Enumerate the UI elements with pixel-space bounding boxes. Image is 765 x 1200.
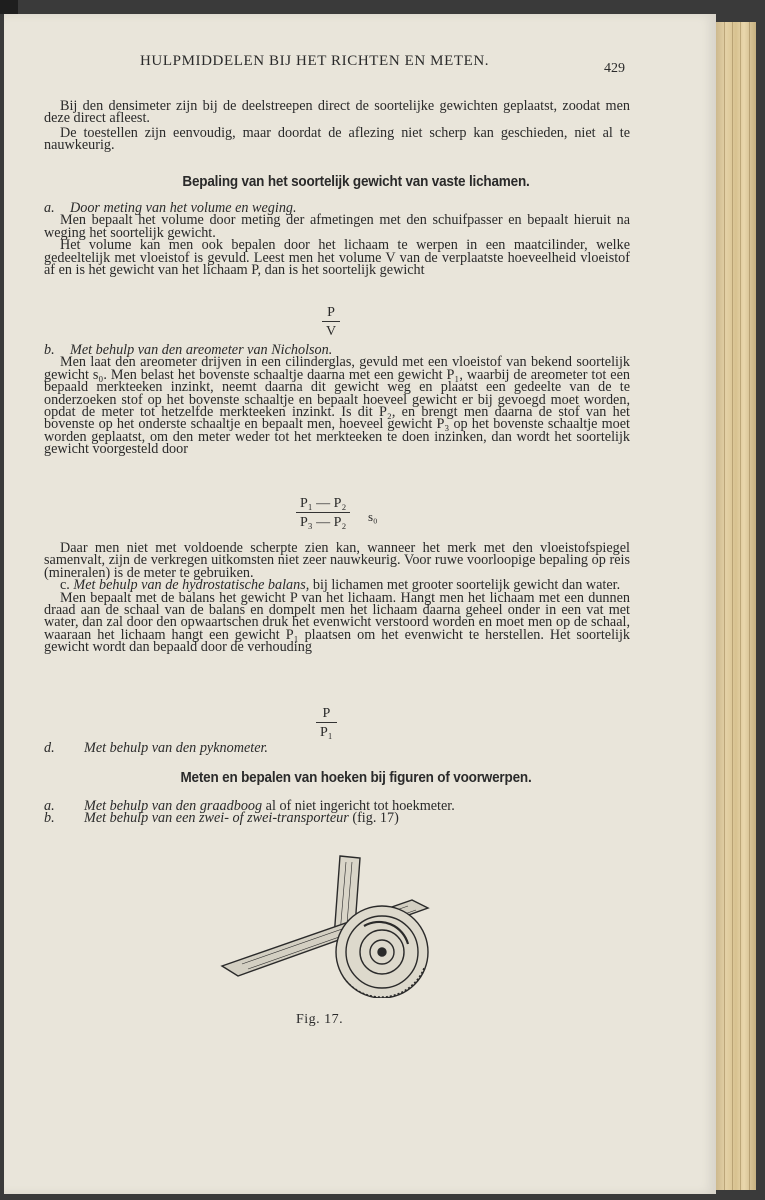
running-head: HULPMIDDELEN BIJ HET RICHTEN EN METEN. xyxy=(140,53,490,69)
method-a-paragraph-1: Men bepaalt het volume door meting der afmetingen met den schuifpasser en bepaalt hieruit na weging het soortelijk gewicht. xyxy=(44,212,630,241)
formula-2-numerator: P₁ — P₂ xyxy=(300,496,347,511)
figure-caption: Fig. 17. xyxy=(296,1012,344,1027)
method-d-label: d. xyxy=(44,740,55,756)
angles-b-label: b. xyxy=(44,810,55,827)
formula-nicholson xyxy=(296,496,350,530)
page-number: 429 xyxy=(604,61,625,76)
formula-1-numerator: P xyxy=(327,305,335,320)
method-d-title-text: Met behulp van den pyknometer. xyxy=(84,740,268,756)
intro-block xyxy=(44,100,630,152)
angles-method-b xyxy=(44,810,630,827)
formula-3-numerator: P xyxy=(322,706,331,721)
method-d-title xyxy=(44,742,630,754)
angles-b-rest: (fig. 17) xyxy=(348,810,399,827)
method-b-paragraph-2: Daar men niet met voldoende scherpte zien kan, wanneer het merk met den vloeistofspiegel samenvalt, zijn de verkregen uitkomsten niet zeer nauwkeurig. Voor ruwe voorloopige bepaling op reis (mineralen) is de meter te gebruiken. xyxy=(44,540,630,581)
method-b-label: b. xyxy=(44,342,55,358)
method-c-label: c. xyxy=(60,577,70,594)
angles-b-title: Met behulp van een zwei- of zwei-transporteur xyxy=(84,810,349,827)
book-spine-edge xyxy=(716,22,756,1190)
method-a-title-text: Door meting van het volume en weging. xyxy=(70,200,297,216)
section-heading-specific-gravity: Bepaling van het soortelijk gewicht van vaste lichamen. xyxy=(182,173,530,190)
formula-1-denominator: V xyxy=(326,324,337,339)
angles-a-title: Met behulp van den graadboog xyxy=(84,798,263,814)
angles-block xyxy=(44,800,630,825)
method-d-block xyxy=(44,742,630,754)
method-a-paragraph-2: Het volume kan men ook bepalen door het lichaam te werpen in een maatcilinder, welke gedeeltelijk met vloeistof is gevuld. Leest men het volume V van de verplaatste hoeveelheid vloeistof af en is het gewicht van het lichaam P, dan is het soortelijk gewicht xyxy=(44,237,630,279)
method-b-paragraph-1: Men laat den areometer drijven in een cilinderglas, gevuld met een vloeistof van bekend soortelijk gewicht s₀. Men belast het bovenste schaaltje daarna met een gewicht P₁, waarbij de areometer tot een bepaald merkteeken inzinkt, neemt daarna dit gewicht weg en plaatst een gedeelte van de te onderzoeken stof op het bovenste schaaltje en bepaalt hoeveel gewicht er bij gevoegd moet worden, opdat de meter tot hetzelfde merkteeken inzinkt. Is dit P₂, en brengt men daarna de stof van het bovenste op het onderste schaaltje en bepaalt men, hoeveel gewicht P₃ op het bovenste schaaltje moet worden geplaatst, om den meter weder tot het merkteeken te doen inzinken, dan wordt het soortelijk gewicht voorgesteld door xyxy=(44,354,630,458)
method-c-title-text: Met behulp van de hydrostatische balans, xyxy=(73,577,310,594)
method-b-block xyxy=(44,344,630,456)
intro-paragraph-2: De toestellen zijn eenvoudig, maar doordat de aflezing niet scherp kan geschieden, niet al te nauwkeurig. xyxy=(44,124,630,154)
method-c-paragraph-1: Men bepaalt met de balans het gewicht P van het lichaam. Hangt men het lichaam met een dunnen draad aan de schaal van de balans en dompelt men het lichaam daarna geheel onder in een vat met water, dan zal door den opwaartschen druk het evenwicht verstoord worden en moet men op de schaal, waaraan het lichaam hangt een gewicht P₁ plaatsen om het evenwicht te herstellen. Het soortelijk gewicht wordt dan bepaald door de verhouding xyxy=(44,589,630,656)
formula-p-over-v xyxy=(322,305,340,339)
angles-a-rest: al of niet ingericht tot hoekmeter. xyxy=(262,798,455,814)
method-a-block xyxy=(44,200,630,279)
method-b-continuation xyxy=(44,542,630,654)
formula-2-factor: s₀ xyxy=(368,509,378,524)
formula-3-denominator: P₁ xyxy=(320,725,333,740)
protractor-illustration xyxy=(212,848,452,998)
angles-a-label: a. xyxy=(44,798,55,814)
method-b-title-text: Met behulp van den areometer van Nicholson. xyxy=(70,342,333,358)
section-heading-angles: Meten en bepalen van hoeken bij figuren of voorwerpen. xyxy=(180,769,532,786)
formula-2-denominator: P₃ — P₂ xyxy=(300,515,347,530)
intro-paragraph-1: Bij den densimeter zijn bij de deelstreepen direct de soortelijke gewichten geplaatst, zoodat men deze direct afleest. xyxy=(44,98,630,127)
method-a-label: a. xyxy=(44,200,55,216)
method-c-title-rest: bij lichamen met grooter soortelijk gewicht dan water. xyxy=(309,577,621,594)
formula-p-over-p1 xyxy=(316,706,337,740)
